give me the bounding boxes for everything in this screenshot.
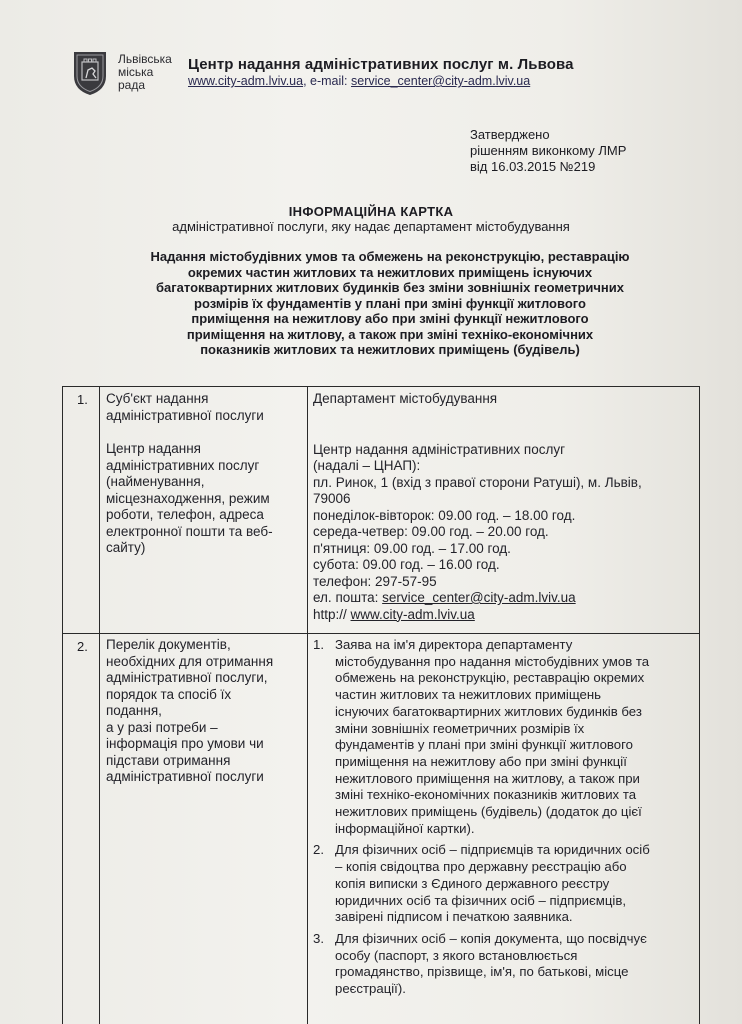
website-link[interactable]: www.city-adm.lviv.ua: [188, 74, 304, 88]
row1-website-link[interactable]: www.city-adm.lviv.ua: [350, 606, 475, 622]
table-divider: [307, 387, 308, 1024]
city-council-name: Львівська міська рада: [118, 52, 172, 92]
row2-label: Перелік документів, необхідних для отримання адміністративної послуги, порядок та спосіб їх подання, а у разі потреби – інформація про умови чи підстави отримання адміністративної послуги: [106, 637, 274, 784]
list-item: 3. Для фізичних осіб – копія документа, що посвідчує особу (паспорт, з якого встановлюється громадянство, прізвище, ім'я, по батькові, місце реєстрації).: [313, 930, 647, 997]
row1-value: Департамент містобудування Центр надання адміністративних послуг (надалі – ЦНАП): пл. Ринок, 1 (вхід з правої сторони Ратуші), м. Львів, 79006 понеділок-вівторок: 09.00 год. – 18.00 год. середа-четвер: 09.00 год. – 20.00 год. п'ятниця: 09.00 год. – 17.00 год. субота: 09.00 год. – 16.00 год. телефон: 297-57-95 ел. пошта: service_center@city-adm.lviv.ua http:// www.city-adm.lviv.ua: [313, 391, 642, 622]
email-label: , e-mail:: [303, 74, 352, 88]
service-name: Надання містобудівних умов та обмежень на реконструкцію, реставрацію окремих частин житлових та нежитлових приміщень існуючих багатоквартирних житлових будинків без зміни зовнішніх геометричних розмірів їх фундаментів у плані при зміні функції житлового приміщення на нежитлову або при зміні функції нежитлового приміщення на житлову, а також при зміні техніко-економічних показників житлових та нежитлових приміщень (будівель): [150, 249, 630, 357]
letterhead: [72, 50, 712, 100]
row1-label: Суб'єкт надання адміністративної послуги Центр надання адміністративних послуг (найменування, місцезнаходження, режим роботи, телефон, адреса електронної пошти та веб- сайту): [106, 391, 273, 555]
email-link[interactable]: service_center@city-adm.lviv.ua: [351, 74, 531, 88]
lviv-crest-icon: [72, 50, 108, 96]
card-subtitle: адміністративної послуги, яку надає департамент містобудування: [172, 219, 570, 234]
row-number: 2.: [77, 639, 88, 654]
center-contacts: [188, 74, 530, 88]
list-item: 2. Для фізичних осіб – підприємців та юридичних осіб – копія свідоцтва про державну реєстрацію або копія виписки з Єдиного державного реєстру юридичних осіб та фізичних осіб – підприємців, завірені підписом і печаткою заявника.: [313, 842, 650, 925]
approval-note: Затверджено рішенням виконкому ЛМР від 16.03.2015 №219: [470, 127, 627, 174]
card-title: ІНФОРМАЦІЙНА КАРТКА: [288, 204, 454, 219]
table-divider: [63, 633, 699, 634]
table-divider: [99, 387, 100, 1024]
center-title: Центр надання адміністративних послуг м. Львова: [188, 56, 574, 73]
row-number: 1.: [77, 392, 88, 407]
list-item: 1. Заява на ім'я директора департаменту містобудування про надання містобудівних умов та обмежень на реконструкцію, реставрацію окремих частин житлових та нежитлових приміщень існуючих багатоквартирних житлових будинків без зміни зовнішніх геометричних розмірів їх фундаментів у плані при зміні функції житлового приміщення на нежитлову або при зміні функції нежитлового приміщення на житлову, а також при зміні техніко-економічних показників житлових та нежитлових приміщень (будівель) (додаток до цієї інформаційної картки).: [313, 637, 650, 836]
info-table: [62, 386, 700, 1024]
row2-documents-list: [313, 637, 650, 998]
row1-email-link[interactable]: service_center@city-adm.lviv.ua: [382, 590, 576, 605]
